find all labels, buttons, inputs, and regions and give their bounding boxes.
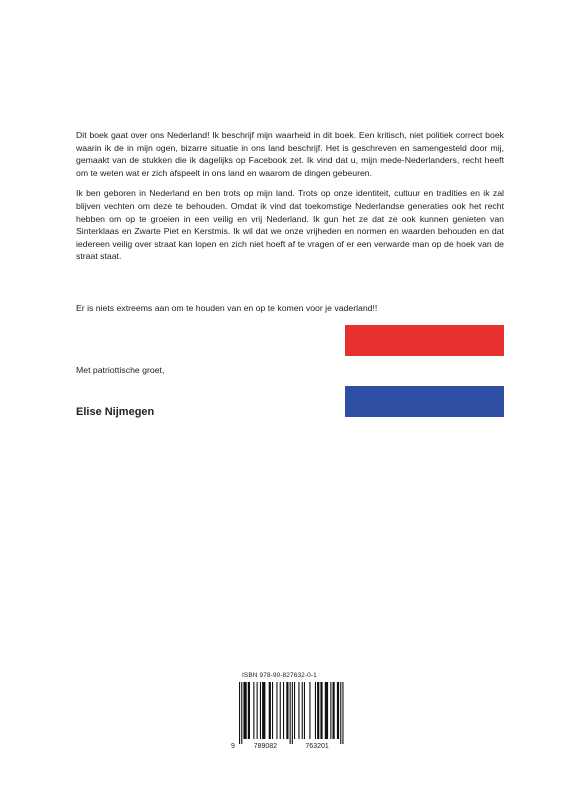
barcode-digits-left: 789082 (253, 743, 278, 750)
barcode-digit-first: 9 (231, 743, 235, 750)
barcode-bar (290, 682, 291, 744)
dutch-flag (345, 325, 504, 417)
flag-stripe-blue (345, 386, 504, 417)
barcode-bar (292, 682, 293, 744)
signature: Elise Nijmegen (76, 406, 155, 418)
barcode-bar (330, 682, 331, 739)
barcode-bar (309, 682, 310, 739)
paragraph-pride: Ik ben geboren in Nederland en ben trots op mijn land. Trots op onze identiteit, cultuur en tradities en ik zal blijven vechten om deze te behouden. Omdat ik vind dat toekomstige Nederlandse generaties ook het recht hebben om op te groeien in een veilig en vrij Nederland. Ik gun het ze dat ze ook kunnen genieten van Sinterklaas en Zwarte Piet en Kerstmis. Ik wil dat we onze vrijheden en normen en waarden behouden en dat iedereen veilig over straat kan lopen en zich niet hoeft af te vragen of er een verwarde man op de hoek van de straat staat. (76, 188, 504, 262)
barcode-bar (280, 682, 281, 739)
barcode-bar (302, 682, 303, 739)
closing-line: Er is niets extreems aan om te houden van en op te komen voor je vaderland!! (76, 303, 378, 313)
barcode-bar (253, 682, 254, 739)
barcode-bar (283, 682, 284, 739)
barcode-bar (239, 682, 240, 744)
body-text (76, 129, 504, 271)
barcode-bar (272, 682, 273, 739)
barcode-bar (320, 682, 322, 739)
barcode-bar (298, 682, 299, 739)
greeting: Met patriottische groet, (76, 365, 165, 375)
flag-stripe-red (345, 325, 504, 356)
barcode-bar (262, 682, 265, 739)
barcode-bar (260, 682, 261, 739)
paragraph-intro: Dit boek gaat over ons Nederland! Ik beschrijf mijn waarheid in dit boek. Een kritisch, niet politiek correct boek waarin ik de in mijn ogen, bizarre situatie in ons land beschrijf. Het is geschreven en samengesteld door mij, gemaakt van de stukken die ik dagelijks op Facebook zet. Ik vind dat u, mijn mede-Nederlanders, recht heeft om te weten wat er zich afspeelt in ons land en waarom de dingen gebeuren. (76, 130, 504, 178)
isbn-barcode (231, 682, 345, 750)
barcode-bar (276, 682, 277, 739)
barcode-bar (340, 682, 341, 744)
isbn-label: ISBN 978-90-827632-0-1 (242, 672, 317, 679)
barcode-bar (325, 682, 328, 739)
barcode-bar (294, 682, 295, 739)
barcode-bar (333, 682, 335, 739)
barcode-bar (248, 682, 250, 739)
barcode-digits-right: 763201 (305, 743, 329, 750)
barcode-bar (304, 682, 305, 739)
barcode-bar (241, 682, 242, 744)
barcode-bar (243, 682, 246, 739)
barcode-bar (317, 682, 319, 739)
barcode-graphic (231, 682, 345, 750)
flag-stripe-white (345, 356, 504, 387)
barcode-bar (337, 682, 339, 739)
barcode-bar (342, 682, 343, 744)
barcode-bar (269, 682, 271, 739)
barcode-bar (257, 682, 258, 739)
barcode-bar (286, 682, 288, 739)
barcode-bar (315, 682, 316, 739)
